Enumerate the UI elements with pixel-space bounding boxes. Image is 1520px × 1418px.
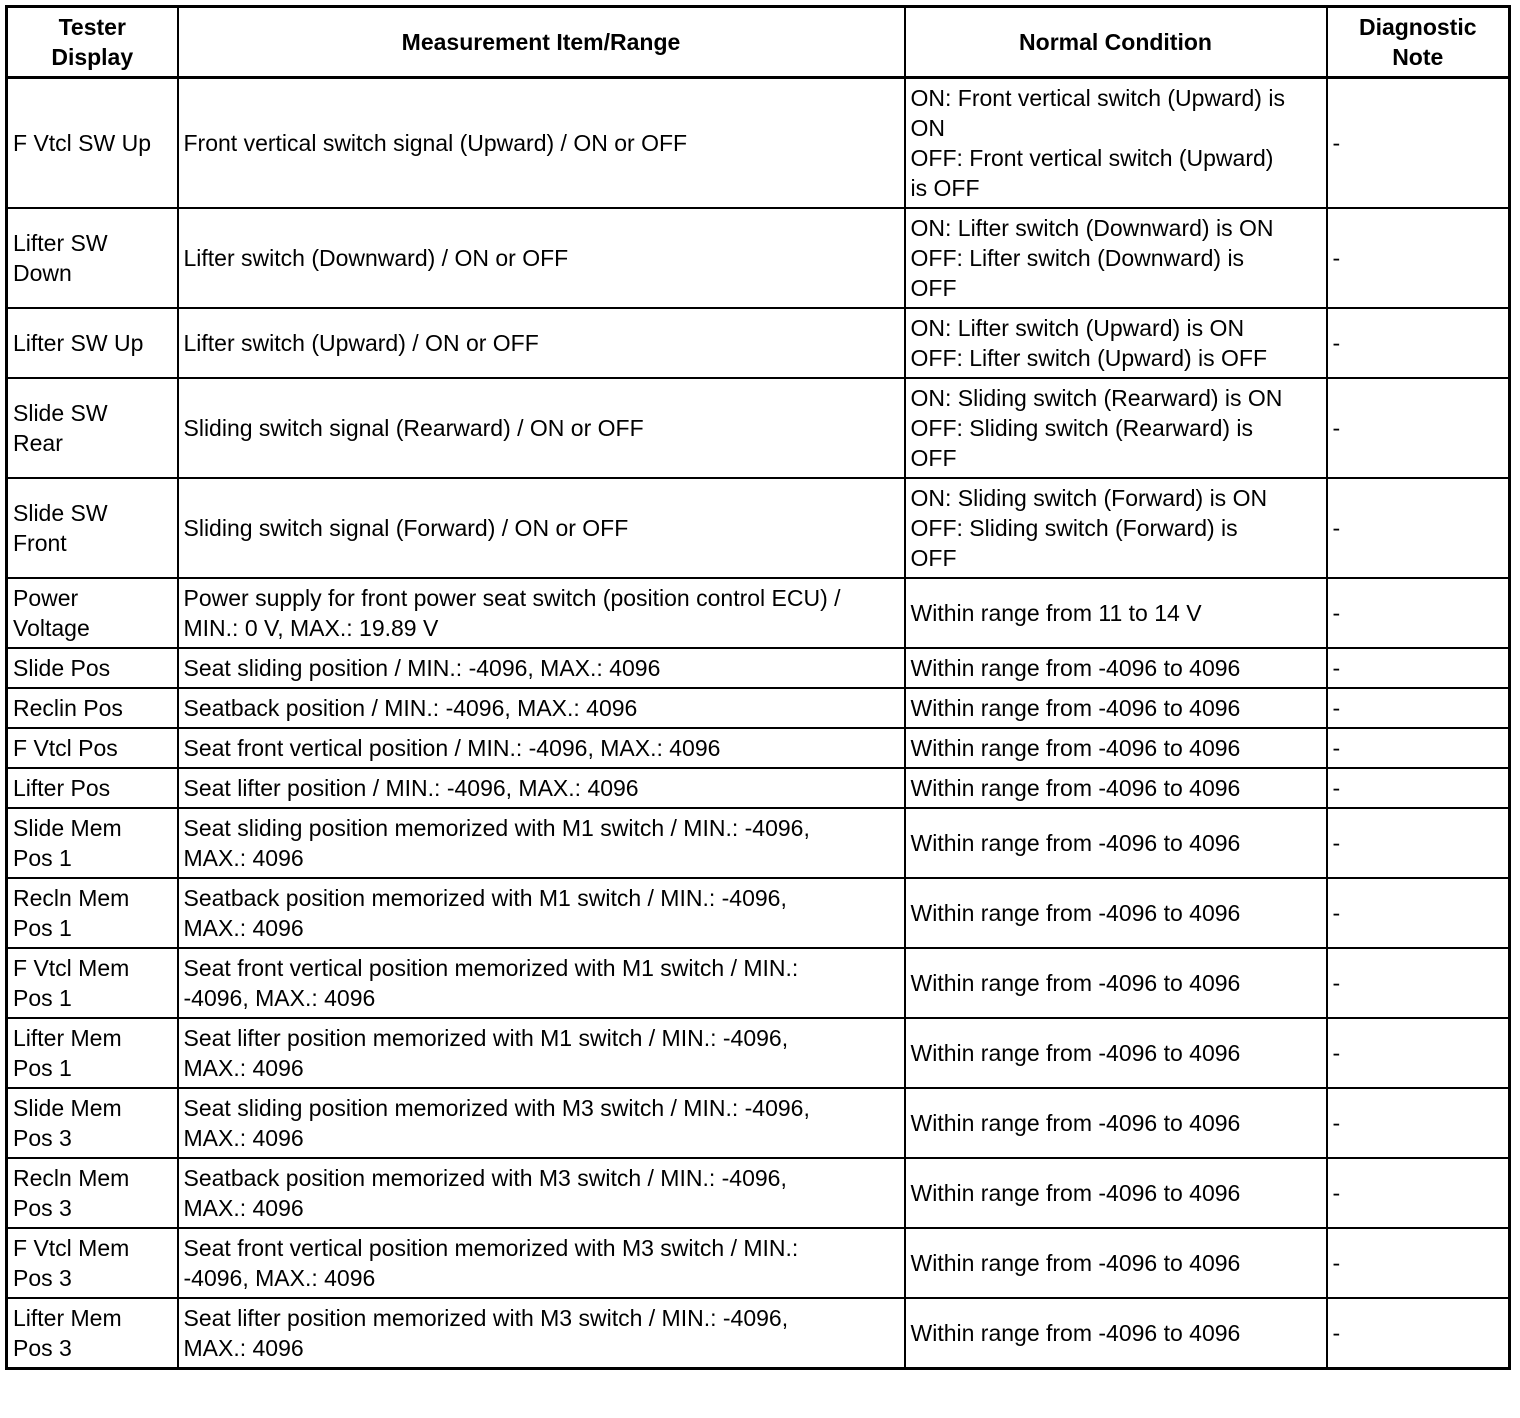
cell-tester-display: Lifter Mem Pos 1 — [7, 1018, 178, 1088]
cell-normal-condition: Within range from -4096 to 4096 — [905, 1228, 1327, 1298]
cell-measurement: Front vertical switch signal (Upward) / ON or OFF — [178, 78, 905, 209]
table-row — [7, 878, 1510, 948]
cell-normal-condition: Within range from -4096 to 4096 — [905, 688, 1327, 728]
cell-diagnostic-note: - — [1327, 1228, 1510, 1298]
table-row — [7, 808, 1510, 878]
header-measurement-item: Measurement Item/Range — [178, 7, 905, 78]
cell-measurement: Seat lifter position / MIN.: -4096, MAX.: 4096 — [178, 768, 905, 808]
header-diagnostic-note: Diagnostic Note — [1327, 7, 1510, 78]
table-row — [7, 648, 1510, 688]
cell-measurement: Power supply for front power seat switch (position control ECU) / MIN.: 0 V, MAX.: 19.89 V — [178, 578, 905, 648]
cell-measurement: Seatback position / MIN.: -4096, MAX.: 4096 — [178, 688, 905, 728]
cell-normal-condition: Within range from -4096 to 4096 — [905, 768, 1327, 808]
cell-measurement: Seat front vertical position / MIN.: -4096, MAX.: 4096 — [178, 728, 905, 768]
cell-normal-condition: Within range from -4096 to 4096 — [905, 728, 1327, 768]
table-row — [7, 688, 1510, 728]
cell-diagnostic-note: - — [1327, 768, 1510, 808]
cell-tester-display: F Vtcl SW Up — [7, 78, 178, 209]
cell-diagnostic-note: - — [1327, 208, 1510, 308]
cell-measurement: Seat sliding position memorized with M3 switch / MIN.: -4096, MAX.: 4096 — [178, 1088, 905, 1158]
cell-diagnostic-note: - — [1327, 378, 1510, 478]
cell-normal-condition: Within range from -4096 to 4096 — [905, 1298, 1327, 1369]
cell-tester-display: Lifter SW Up — [7, 308, 178, 378]
cell-tester-display: Power Voltage — [7, 578, 178, 648]
cell-measurement: Seat lifter position memorized with M1 switch / MIN.: -4096, MAX.: 4096 — [178, 1018, 905, 1088]
cell-diagnostic-note: - — [1327, 878, 1510, 948]
table-row — [7, 378, 1510, 478]
cell-diagnostic-note: - — [1327, 688, 1510, 728]
table-row — [7, 308, 1510, 378]
cell-normal-condition: Within range from -4096 to 4096 — [905, 1158, 1327, 1228]
cell-diagnostic-note: - — [1327, 808, 1510, 878]
cell-normal-condition: ON: Lifter switch (Upward) is ON OFF: Lifter switch (Upward) is OFF — [905, 308, 1327, 378]
cell-normal-condition: ON: Front vertical switch (Upward) is ON OFF: Front vertical switch (Upward) is OFF — [905, 78, 1327, 209]
cell-normal-condition: ON: Sliding switch (Rearward) is ON OFF: Sliding switch (Rearward) is OFF — [905, 378, 1327, 478]
cell-tester-display: Slide Pos — [7, 648, 178, 688]
data-list-table — [5, 5, 1511, 1370]
cell-diagnostic-note: - — [1327, 948, 1510, 1018]
cell-measurement: Seatback position memorized with M1 switch / MIN.: -4096, MAX.: 4096 — [178, 878, 905, 948]
cell-diagnostic-note: - — [1327, 1018, 1510, 1088]
cell-tester-display: Recln Mem Pos 3 — [7, 1158, 178, 1228]
cell-measurement: Seat front vertical position memorized with M3 switch / MIN.: -4096, MAX.: 4096 — [178, 1228, 905, 1298]
cell-tester-display: Slide Mem Pos 1 — [7, 808, 178, 878]
cell-tester-display: Lifter SW Down — [7, 208, 178, 308]
table-row — [7, 768, 1510, 808]
cell-tester-display: Recln Mem Pos 1 — [7, 878, 178, 948]
cell-tester-display: Slide Mem Pos 3 — [7, 1088, 178, 1158]
cell-tester-display: F Vtcl Mem Pos 3 — [7, 1228, 178, 1298]
cell-normal-condition: ON: Sliding switch (Forward) is ON OFF: Sliding switch (Forward) is OFF — [905, 478, 1327, 578]
table-row — [7, 578, 1510, 648]
table-row — [7, 208, 1510, 308]
cell-tester-display: F Vtcl Pos — [7, 728, 178, 768]
cell-measurement: Seat front vertical position memorized with M1 switch / MIN.: -4096, MAX.: 4096 — [178, 948, 905, 1018]
cell-measurement: Seat sliding position / MIN.: -4096, MAX.: 4096 — [178, 648, 905, 688]
table-row — [7, 948, 1510, 1018]
cell-normal-condition: Within range from -4096 to 4096 — [905, 648, 1327, 688]
cell-measurement: Sliding switch signal (Rearward) / ON or OFF — [178, 378, 905, 478]
cell-measurement: Lifter switch (Downward) / ON or OFF — [178, 208, 905, 308]
table-row — [7, 1158, 1510, 1228]
table-row — [7, 478, 1510, 578]
cell-normal-condition: Within range from 11 to 14 V — [905, 578, 1327, 648]
cell-measurement: Seat lifter position memorized with M3 switch / MIN.: -4096, MAX.: 4096 — [178, 1298, 905, 1369]
cell-diagnostic-note: - — [1327, 1088, 1510, 1158]
cell-normal-condition: Within range from -4096 to 4096 — [905, 1088, 1327, 1158]
cell-tester-display: Slide SW Front — [7, 478, 178, 578]
cell-measurement: Lifter switch (Upward) / ON or OFF — [178, 308, 905, 378]
cell-normal-condition: ON: Lifter switch (Downward) is ON OFF: Lifter switch (Downward) is OFF — [905, 208, 1327, 308]
table-row — [7, 1228, 1510, 1298]
cell-diagnostic-note: - — [1327, 648, 1510, 688]
cell-normal-condition: Within range from -4096 to 4096 — [905, 1018, 1327, 1088]
cell-normal-condition: Within range from -4096 to 4096 — [905, 878, 1327, 948]
table-row — [7, 728, 1510, 768]
cell-diagnostic-note: - — [1327, 78, 1510, 209]
cell-tester-display: F Vtcl Mem Pos 1 — [7, 948, 178, 1018]
cell-normal-condition: Within range from -4096 to 4096 — [905, 948, 1327, 1018]
cell-tester-display: Lifter Pos — [7, 768, 178, 808]
cell-diagnostic-note: - — [1327, 578, 1510, 648]
header-tester-display: Tester Display — [7, 7, 178, 78]
cell-diagnostic-note: - — [1327, 478, 1510, 578]
cell-diagnostic-note: - — [1327, 728, 1510, 768]
cell-measurement: Seat sliding position memorized with M1 switch / MIN.: -4096, MAX.: 4096 — [178, 808, 905, 878]
table-row — [7, 78, 1510, 209]
header-normal-condition: Normal Condition — [905, 7, 1327, 78]
cell-diagnostic-note: - — [1327, 1158, 1510, 1228]
cell-diagnostic-note: - — [1327, 308, 1510, 378]
table-row — [7, 1018, 1510, 1088]
cell-measurement: Sliding switch signal (Forward) / ON or OFF — [178, 478, 905, 578]
table-row — [7, 1298, 1510, 1369]
cell-diagnostic-note: - — [1327, 1298, 1510, 1369]
cell-tester-display: Slide SW Rear — [7, 378, 178, 478]
cell-tester-display: Reclin Pos — [7, 688, 178, 728]
cell-tester-display: Lifter Mem Pos 3 — [7, 1298, 178, 1369]
cell-measurement: Seatback position memorized with M3 switch / MIN.: -4096, MAX.: 4096 — [178, 1158, 905, 1228]
cell-normal-condition: Within range from -4096 to 4096 — [905, 808, 1327, 878]
table-row — [7, 1088, 1510, 1158]
table-header-row — [7, 7, 1510, 78]
